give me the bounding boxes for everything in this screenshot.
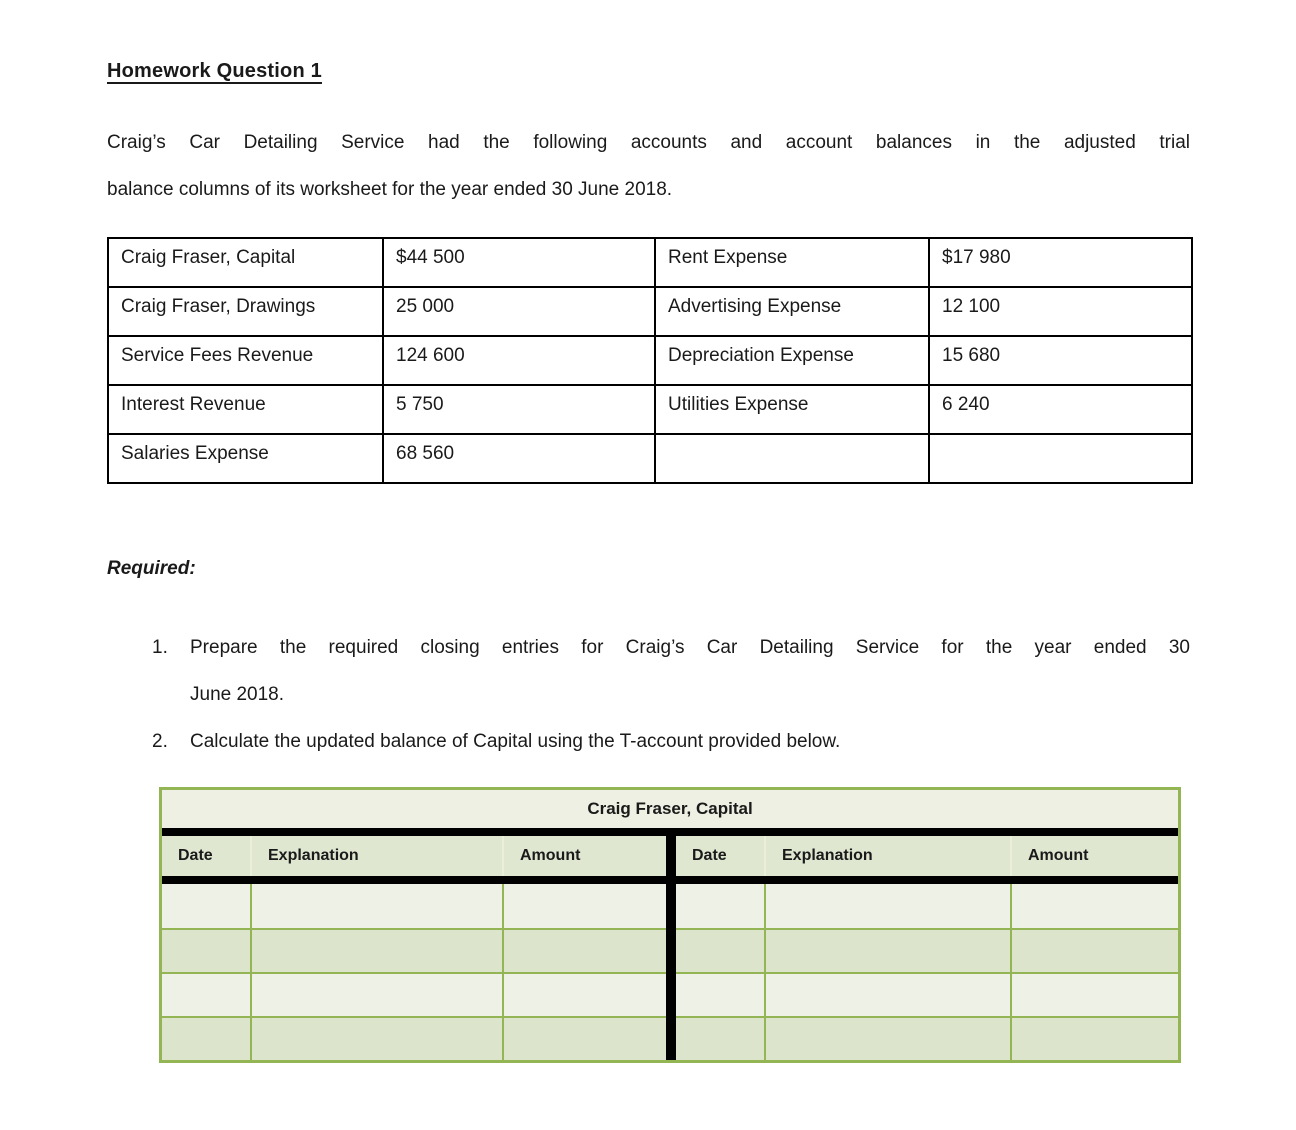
amount-cell [502,1016,666,1060]
explanation-cell [250,884,502,928]
explanation-cell [764,884,1010,928]
t-account-empty-row [162,884,1178,928]
account-name-cell: Advertising Expense [655,287,929,336]
t-account-divider [666,836,676,876]
account-name-cell: Salaries Expense [108,434,383,483]
account-name-cell: Interest Revenue [108,385,383,434]
required-label: Required: [107,558,196,579]
task1-line-2: June 2018. [190,684,285,705]
amount-cell [1010,884,1178,928]
account-name-cell: Service Fees Revenue [108,336,383,385]
explanation-cell [250,1016,502,1060]
table-row [108,434,1192,483]
list-item-1 [107,624,1190,718]
date-cell [676,884,764,928]
intro-line-2: balance columns of its worksheet for the year ended 30 June 2018. [107,179,673,200]
list-number: 1. [152,637,168,658]
amount-cell [1010,928,1178,972]
t-account-divider [666,884,676,928]
t-account-empty-row [162,972,1178,1016]
account-name-cell: Rent Expense [655,238,929,287]
date-cell [162,1016,250,1060]
amount-cell [502,972,666,1016]
list-item-2 [107,718,1190,765]
t-account-title-rule [162,828,1178,836]
account-amount-cell: 25 000 [383,287,655,336]
account-amount-cell: 124 600 [383,336,655,385]
date-cell [162,928,250,972]
table-row [108,287,1192,336]
explanation-cell [764,928,1010,972]
header-explanation-right: Explanation [764,836,1010,876]
header-explanation-left: Explanation [250,836,502,876]
account-name-cell: Craig Fraser, Capital [108,238,383,287]
date-cell [676,928,764,972]
t-account-empty-row [162,1016,1178,1060]
intro-paragraph [107,119,1190,213]
t-account-divider [666,1016,676,1060]
account-amount-cell: $17 980 [929,238,1192,287]
account-name-cell: Depreciation Expense [655,336,929,385]
amount-cell [1010,972,1178,1016]
account-amount-cell: 68 560 [383,434,655,483]
account-amount-cell: 6 240 [929,385,1192,434]
date-cell [676,972,764,1016]
table-row [108,336,1192,385]
account-amount-cell: 5 750 [383,385,655,434]
date-cell [162,884,250,928]
explanation-cell [764,972,1010,1016]
date-cell [162,972,250,1016]
header-date-right: Date [676,836,764,876]
account-name-cell: Utilities Expense [655,385,929,434]
account-name-cell [655,434,929,483]
intro-line-1: Craig’s Car Detailing Service had the following accounts and account balances in the adjusted trial [107,132,1190,153]
t-account-table [159,787,1181,1063]
amount-cell [502,928,666,972]
explanation-cell [250,972,502,1016]
t-account-title: Craig Fraser, Capital [162,790,1178,828]
amount-cell [1010,1016,1178,1060]
account-amount-cell: 12 100 [929,287,1192,336]
table-row [108,385,1192,434]
t-account-divider [666,972,676,1016]
t-account-empty-row [162,928,1178,972]
header-amount-right: Amount [1010,836,1178,876]
list-number: 2. [152,731,168,752]
table-row [108,238,1192,287]
t-account-header-rule [162,876,1178,884]
account-amount-cell [929,434,1192,483]
task-list [107,624,1190,765]
account-amount-cell: 15 680 [929,336,1192,385]
header-date-left: Date [162,836,250,876]
explanation-cell [764,1016,1010,1060]
header-amount-left: Amount [502,836,666,876]
t-account-divider [666,928,676,972]
page-title: Homework Question 1 [107,60,322,82]
amount-cell [502,884,666,928]
account-amount-cell: $44 500 [383,238,655,287]
list-item-text: Calculate the updated balance of Capital using the T-account provided below. [190,731,841,752]
explanation-cell [250,928,502,972]
account-name-cell: Craig Fraser, Drawings [108,287,383,336]
task1-line-1: Prepare the required closing entries for Craig’s Car Detailing Service for the year ended 30 [190,637,1190,658]
accounts-table [107,237,1193,484]
date-cell [676,1016,764,1060]
list-item-text [190,624,1190,718]
t-account-header-row [162,836,1178,876]
